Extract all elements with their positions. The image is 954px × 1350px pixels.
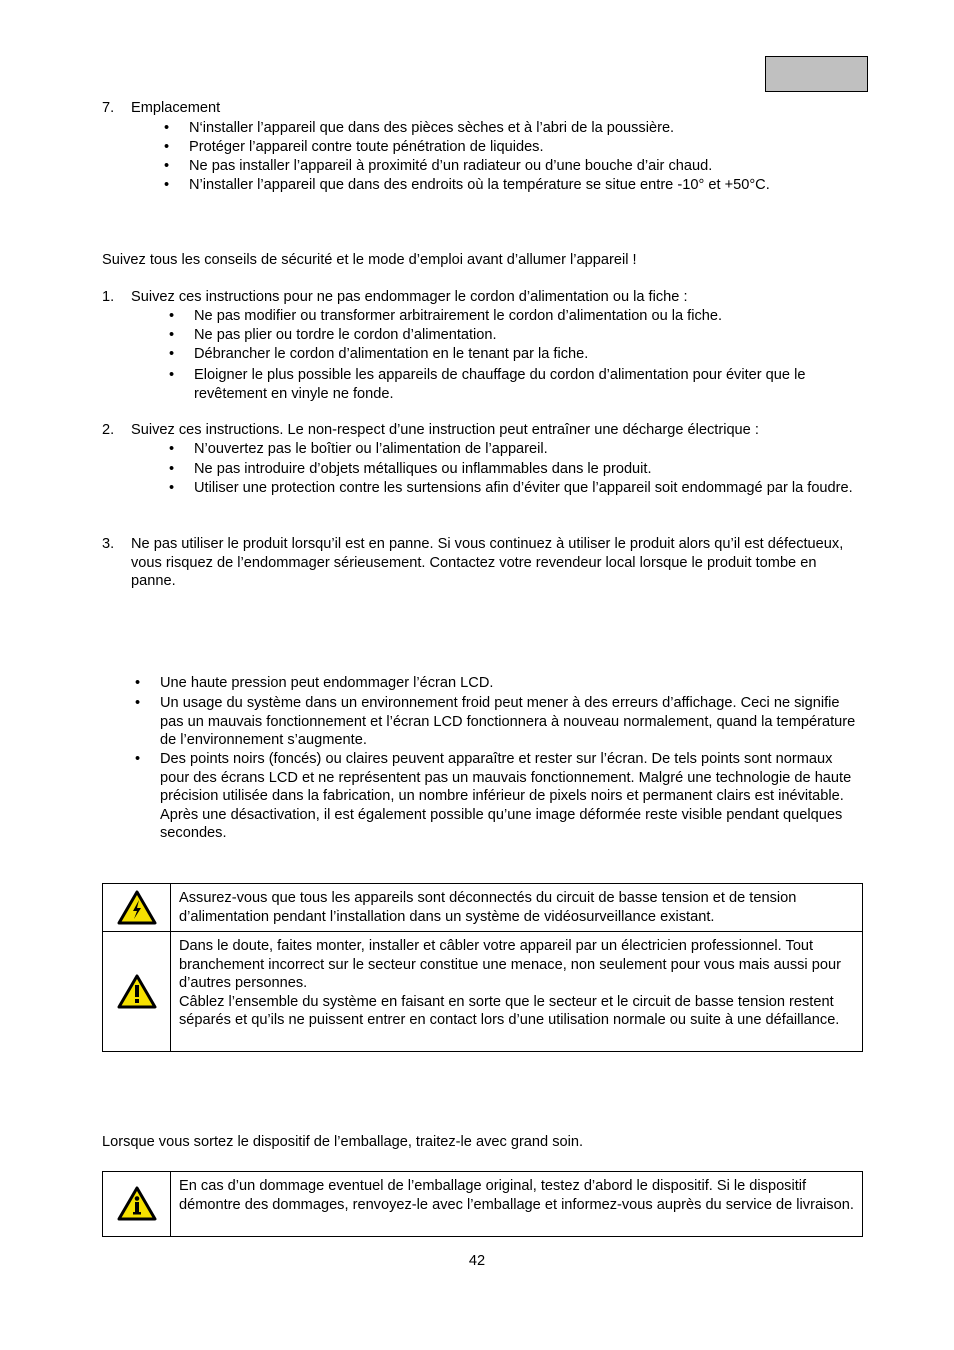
warning-text: Assurez-vous que tous les appareils sont déconnectés du circuit de basse tension et de tension d’alimentation pendant l’installation dans un système de vidéosurveillance existant. xyxy=(179,890,797,925)
section-number: 7. xyxy=(102,100,115,116)
warning-row xyxy=(103,884,862,931)
list-item: • Eloigner le plus possible les appareils de chauffage du cordon d’alimentation pour éviter que le revêtement en vinyle ne fonde. xyxy=(194,366,864,403)
info-row xyxy=(103,1172,862,1236)
list-item: • Des points noirs (foncés) ou claires peuvent apparaître et rester sur l’écran. De tels points sont normaux pour des écrans LCD et ne représentent pas un mauvais fonctionnement. Malgré une technologie de haute précision utilisée dans la fabrication, un nombre inférieur de pixels noirs et permanent clairs est inévitable. Après une désactivation, il est également possible qu’une image déformée reste visible pendant quelques secondes. xyxy=(160,750,860,843)
warning-paragraph: Câblez l’ensemble du système en faisant en sorte que le secteur et le circuit de basse tension restent séparés et qu’ils ne puissent entrer en contact lors d’une utilisation normale ou suite à une défaillance. xyxy=(179,993,840,1029)
list-item: • N‘installer l’appareil que dans des pièces sèches et à l’abri de la poussière. xyxy=(189,119,869,138)
list-text: Ne pas utiliser le produit lorsqu’il est en panne. Si vous continuez à utiliser le produit alors qu’il est défectueux, vous risquez de l’endommager sérieusement. Contactez votre revendeur local lorsque le produit tombe en panne. xyxy=(131,536,844,590)
page-number: 42 xyxy=(468,1253,486,1269)
list-item: • N’ouvertez pas le boîtier ou l’alimentation de l’appareil. xyxy=(194,440,864,459)
information-icon xyxy=(103,1172,171,1236)
list-item: • Protéger l’appareil contre toute pénétration de liquides. xyxy=(189,138,869,157)
list-number: 3. xyxy=(102,536,115,552)
header-gray-box xyxy=(765,56,868,92)
list-item: • N’installer l’appareil que dans des endroits où la température se situe entre -10° et +50°C. xyxy=(189,176,869,195)
list-item: • Une haute pression peut endommager l’écran LCD. xyxy=(160,674,860,693)
list-number: 1. xyxy=(102,289,115,305)
list-text: Suivez ces instructions pour ne pas endommager le cordon d’alimentation ou la fiche : xyxy=(131,289,688,305)
intro-text: Suivez tous les conseils de sécurité et le mode d’emploi avant d’allumer l’appareil ! xyxy=(102,252,637,268)
list-text: Suivez ces instructions. Le non-respect d’une instruction peut entraîner une décharge électrique : xyxy=(131,422,759,438)
list-item: • Ne pas plier ou tordre le cordon d’alimentation. xyxy=(194,326,864,345)
info-text: En cas d’un dommage eventuel de l’emballage original, testez d’abord le dispositif. Si le dispositif démontre des dommages, renvoyez-le avec l’emballage et informez-vous auprès du service de livraison. xyxy=(179,1178,854,1213)
section-title: Emplacement xyxy=(131,100,221,116)
list-item: • Débrancher le cordon d’alimentation en le tenant par la fiche. xyxy=(194,345,864,364)
list-item: • Ne pas modifier ou transformer arbitrairement le cordon d’alimentation ou la fiche. xyxy=(194,307,864,326)
warning-table xyxy=(102,883,863,1052)
unpack-text: Lorsque vous sortez le dispositif de l’emballage, traitez-le avec grand soin. xyxy=(102,1134,584,1150)
list-item: • Un usage du système dans un environnement froid peut mener à des erreurs d’affichage. Ceci ne signifie pas un mauvais fonctionnement et l’écran LCD fonctionnera à nouveau normalement, quand la température de l’environnement s’augmente. xyxy=(160,694,860,750)
high-voltage-warning-icon xyxy=(103,884,171,931)
list-item: • Utiliser une protection contre les surtensions afin d’éviter que l’appareil soit endommagé par la foudre. xyxy=(194,479,866,498)
list-item: • Ne pas introduire d’objets métalliques ou inflammables dans le produit. xyxy=(194,460,864,479)
info-table xyxy=(102,1171,863,1237)
warning-paragraph: Dans le doute, faites monter, installer et câbler votre appareil par un électricien professionnel. Tout branchement incorrect sur le secteur constitue une menace, non seulement pour vous mais aussi pour d’autres personnes. xyxy=(179,938,841,992)
list-item: • Ne pas installer l’appareil à proximité d’un radiateur ou d’une bouche d’air chaud. xyxy=(189,157,869,176)
exclamation-warning-icon xyxy=(103,932,171,1051)
list-number: 2. xyxy=(102,422,115,438)
warning-text xyxy=(171,932,862,1051)
warning-row xyxy=(103,931,862,1051)
